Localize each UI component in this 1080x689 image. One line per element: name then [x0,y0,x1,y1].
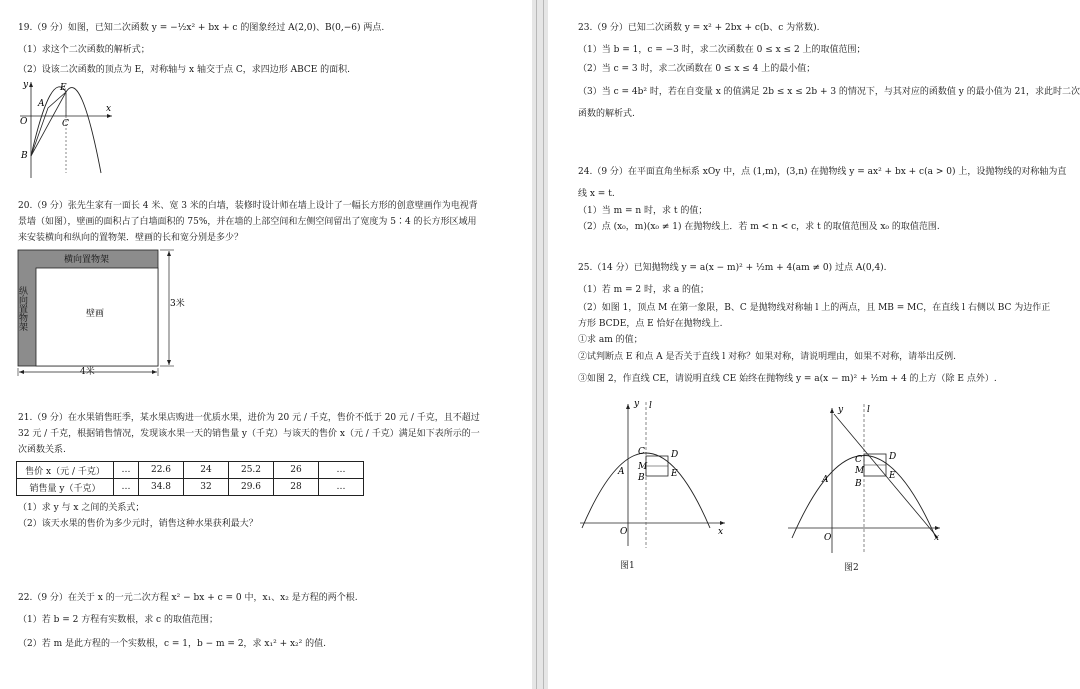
q19-part1: （1）求这个二次函数的解析式； [18,45,150,55]
table-cell: 售价 x（元 / 千克） [17,462,114,479]
q20-figure [14,246,194,378]
table-cell: 26 [274,462,319,479]
table-cell: … [114,479,139,496]
label-D: D [671,450,679,460]
label-x: x [106,104,112,114]
q21-line3: 次函数关系. [18,445,66,455]
label-O: O [20,117,28,127]
q22-head: 22.（9 分）在关于 x 的一元二次方程 x² − bx + c = 0 中，x₁、x₂ 是方程的两个根. [18,593,358,603]
label-C: C [855,455,862,465]
label-E: E [889,471,896,481]
table-cell: 25.2 [229,462,274,479]
q22-part2: （2）若 m 是此方程的一个实数根，c = 1，b − m = 2，求 x₁² + x₂² 的值. [18,639,326,649]
label-l: l [649,401,652,411]
label-D: D [889,452,897,462]
table-row [17,479,364,496]
q23-part1: （1）当 b = 1，c = −3 时，求二次函数在 0 ≤ x ≤ 2 上的取值范围； [578,45,866,55]
table-cell: … [319,479,364,496]
right-page [548,0,1080,689]
q23-part2: （2）当 c = 3 时，求二次函数在 0 ≤ x ≤ 4 上的最小值； [578,64,816,74]
table-cell: 28 [274,479,319,496]
q25-head: 25.（14 分）已知抛物线 y = a(x − m)² + ½m + 4(am ≠ 0) 过点 A(0,4). [578,263,887,273]
q20-line1: 20.（9 分）张先生家有一面长 4 米、宽 3 米的白墙，装修时设计师在墙上设计了一幅长方形的创意壁画作为电视背 [18,201,478,211]
q25-sub1: ①求 am 的值； [578,335,643,345]
label-B: B [855,479,862,489]
label-M: M [638,462,648,472]
q20-line2: 景墙（如图），壁画的面积占了白墙面积的 75%，并在墙的上部空间和左侧空间留出了宽度为 5∶4 的长方形区域用 [18,217,477,227]
label-y: y [634,399,640,409]
q25-part1: （1）若 m = 2 时，求 a 的值； [578,285,710,295]
label-x: x [934,533,940,543]
q24-part1: （1）当 m = n 时，求 t 的值； [578,206,708,216]
label-C: C [62,119,69,129]
label-x: x [718,527,724,537]
table-cell: 销售量 y（千克） [17,479,114,496]
table-cell: … [114,462,139,479]
q19-head: 19.（9 分）如图，已知二次函数 y = −½x² + bx + c 的图象经过 A(2,0)、B(0,−6) 两点. [18,23,385,33]
height-label: 3米 [170,299,185,309]
table-cell: 24 [184,462,229,479]
q23-head: 23.（9 分）已知二次函数 y = x² + 2bx + c(b、c 为常数). [578,23,820,33]
q25-figure-2 [788,398,948,558]
label-E: E [671,469,678,479]
label-y: y [23,80,29,90]
figure-2-caption: 图2 [844,563,859,573]
label-A: A [38,99,45,109]
label-A: A [618,467,625,477]
q25-sub3: ③如图 2，作直线 CE，请说明直线 CE 始终在抛物线 y = a(x − m)² + ½m + 4 的上方（除 E 点外）. [578,374,997,384]
table-cell: 34.8 [139,479,184,496]
q23-part3-cont: 函数的解析式. [578,109,635,119]
table-cell: 32 [184,479,229,496]
label-O: O [824,533,832,543]
label-O: O [620,527,628,537]
table-cell: … [319,462,364,479]
table-cell: 22.6 [139,462,184,479]
q21-line1: 21.（9 分）在水果销售旺季，某水果店购进一优质水果，进价为 20 元 / 千克，售价不低于 20 元 / 千克，且不超过 [18,413,480,423]
page-gutter [532,0,548,689]
left-page [0,0,532,689]
table-cell: 29.6 [229,479,274,496]
q23-part3: （3）当 c = 4b² 时，若在自变量 x 的值满足 2b ≤ x ≤ 2b + 3 的情况下，与其对应的函数值 y 的最小值为 21，求此时二次 [578,87,1080,97]
label-y: y [838,405,844,415]
q21-line2: 32 元 / 千克，根据销售情况，发现该水果一天的销售量 y（千克）与该天的售价 x（元 / 千克）满足如下表所示的一 [18,429,480,439]
label-B: B [638,473,645,483]
label-C: C [638,447,645,457]
q21-part2: （2）该天水果的售价为多少元时，销售这种水果获利最大？ [18,519,258,529]
label-A: A [822,475,829,485]
q24-head: 24.（9 分）在平面直角坐标系 xOy 中，点 (1,m)，(3,n) 在抛物线 y = ax² + bx + c(a > 0) 上，设抛物线的对称轴为直 [578,167,1067,177]
top-shelf-label: 横向置物架 [64,255,110,265]
q25-figure-1 [580,398,730,548]
label-E: E [60,83,67,93]
label-B: B [21,151,28,161]
q24-head-cont: 线 x = t. [578,189,615,199]
q21-part1: （1）求 y 与 x 之间的关系式； [18,503,145,513]
q25-sub2: ②试判断点 E 和点 A 是否关于直线 l 对称？如果对称，请说明理由，如果不对称，请举出反例. [578,352,956,362]
figure-1-caption: 图1 [620,561,635,571]
side-shelf-label: 纵向置物架 [17,286,27,331]
q19-figure [16,78,116,178]
mural-label: 壁画 [86,309,105,319]
label-M: M [855,466,865,476]
q25-part2-cont: 方形 BCDE，点 E 恰好在抛物线上. [578,319,723,329]
table-row [17,462,364,479]
q24-part2: （2）点 (x₀，m)(x₀ ≠ 1) 在抛物线上．若 m < n < c，求 t 的取值范围及 x₀ 的取值范围. [578,222,940,232]
sales-table [16,461,364,496]
width-label: 4米 [80,367,95,377]
q19-part2: （2）设该二次函数的顶点为 E，对称轴与 x 轴交于点 C，求四边形 ABCE 的面积. [18,65,351,75]
label-l: l [867,405,870,415]
q20-line3: 来安装横向和纵向的置物架．壁画的长和宽分别是多少？ [18,233,244,243]
q25-part2: （2）如图 1，顶点 M 在第一象限，B、C 是抛物线对称轴 l 上的两点，且 MB = MC，在直线 l 右侧以 BC 为边作正 [578,303,1051,313]
q22-part1: （1）若 b = 2 方程有实数根，求 c 的取值范围； [18,615,218,625]
